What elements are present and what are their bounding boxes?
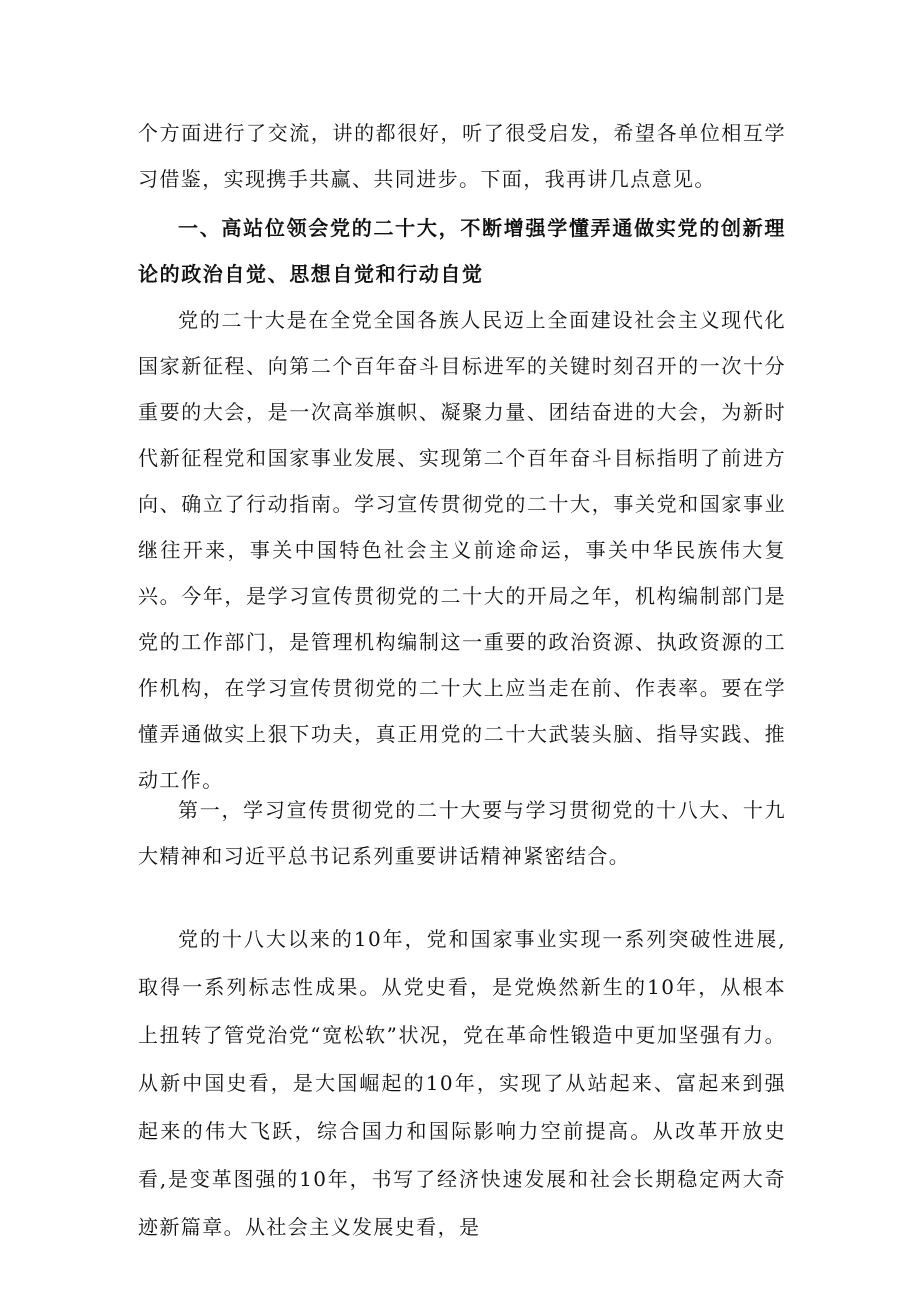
section-heading-one: 一、高站位领会党的二十大，不断增强学懂弄通做实党的创新理论的政治自觉、思想自觉和行动自觉 — [138, 216, 786, 286]
continued-paragraph: 个方面进行了交流，讲的都很好，听了很受启发，希望各单位相互学习借鉴，实现携手共赢、共同进步。下面，我再讲几点意见。 — [138, 121, 786, 191]
body-paragraph-first-point: 第一，学习宣传贯彻党的二十大要与学习贯彻党的十八大、十九大精神和习近平总书记系列重要讲话精神紧密结合。 — [138, 798, 786, 868]
body-paragraph-congress: 党的二十大是在全党全国各族人民迈上全面建设社会主义现代化国家新征程、向第二个百年奋斗目标进军的关键时刻召开的一次十分重要的大会，是一次高举旗帜、凝聚力量、团结奋进的大会，为新时代新征程党和国家事业发展、实现第二个百年奋斗目标指明了前进方向、确立了行动指南。学习宣传贯彻党的二十大，事关党和国家事业继往开来，事关中国特色社会主义前途命运，事关中华民族伟大复兴。今年，是学习宣传贯彻党的二十大的开局之年，机构编制部门是党的工作部门，是管理机构编制这一重要的政治资源、执政资源的工作机构，在学习宣传贯彻党的二十大上应当走在前、作表率。要在学懂弄通做实上狠下功夫，真正用党的二十大武装头脑、指导实践、推动工作。 — [138, 308, 786, 792]
body-paragraph-ten-years: 党的十八大以来的10年，党和国家事业实现一系列突破性进展,取得一系列标志性成果。从党史看，是党焕然新生的10年，从根本上扭转了管党治党“宽松软”状况，党在革命性锻造中更加坚强有力。从新中国史看，是大国崛起的10年，实现了从站起来、富起来到强起来的伟大飞跃，综合国力和国际影响力空前提高。从改革开放史看,是变革图强的10年，书写了经济快速发展和社会长期稳定两大奇迹新篇章。从社会主义发展史看，是 — [138, 927, 786, 1239]
